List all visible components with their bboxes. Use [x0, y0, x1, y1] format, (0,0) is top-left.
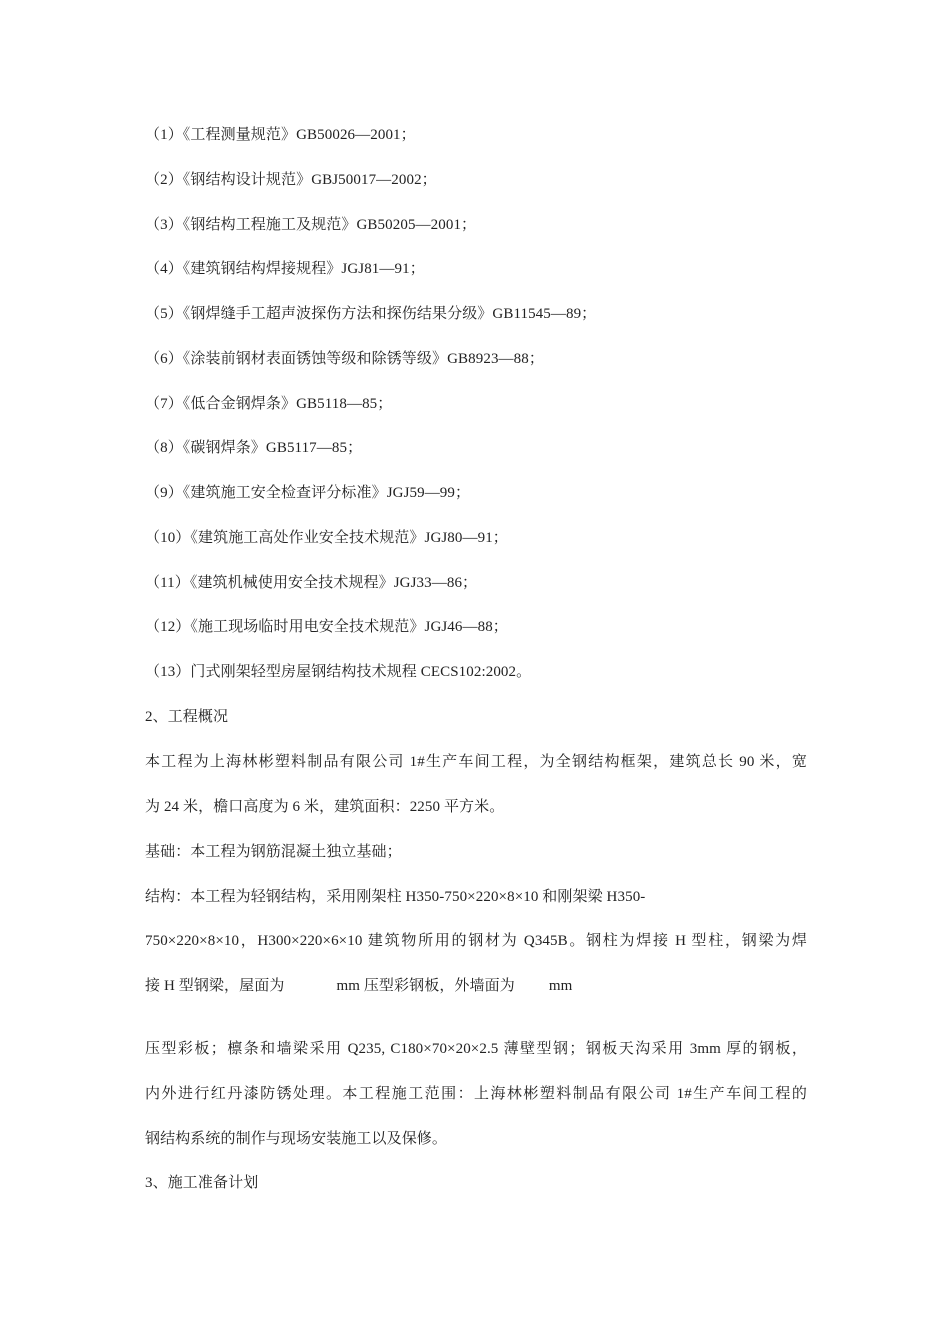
foundation-text: 基础：本工程为钢筋混凝土独立基础； — [145, 844, 402, 860]
overview-paragraph-line-2: 为 24 米，檐口高度为 6 米，建筑面积：2250 平方米。 — [145, 799, 505, 815]
structure-paragraph-line-6: 钢结构系统的制作与现场安装施工以及保修。 — [145, 1131, 448, 1147]
structure-paragraph-line-3 — [145, 976, 572, 996]
standard-item-8: （8）《碳钢焊条》GB5117—85； — [145, 440, 363, 456]
standard-item-11: （11）《建筑机械使用安全技术规程》JGJ33—86； — [145, 575, 478, 591]
structure-paragraph-line-5: 内外进行红丹漆防锈处理。本工程施工范围：上海林彬塑料制品有限公司 1#生产车间工程的 — [145, 1086, 807, 1102]
standard-item-3: （3）《钢结构工程施工及规范》GB50205—2001； — [145, 217, 477, 233]
section-heading-overview: 2、工程概况 — [145, 709, 229, 725]
standard-item-9: （9）《建筑施工安全检查评分标准》JGJ59—99； — [145, 485, 471, 501]
structure-paragraph-line-1: 结构：本工程为轻钢结构，采用刚架柱 H350-750×220×8×10 和刚架梁 H350- — [145, 889, 646, 905]
standard-item-4: （4）《建筑钢结构焊接规程》JGJ81—91； — [145, 261, 425, 277]
structure-line-3-part-2: mm 压型彩钢板，外墙面为 — [336, 978, 515, 994]
structure-line-3-part-3: mm — [548, 978, 573, 994]
structure-paragraph-line-4: 压型彩板；檩条和墙梁采用 Q235, C180×70×20×2.5 薄壁型钢；钢板天沟采用 3mm 厚的钢板， — [145, 1041, 807, 1057]
overview-paragraph-line-1: 本工程为上海林彬塑料制品有限公司 1#生产车间工程，为全钢结构框架，建筑总长 90 米，宽 — [145, 754, 807, 770]
standard-item-2: （2）《钢结构设计规范》GBJ50017—2002； — [145, 172, 437, 188]
standard-item-10: （10）《建筑施工高处作业安全技术规范》JGJ80—91； — [145, 530, 508, 546]
standard-item-13: （13）门式刚架轻型房屋钢结构技术规程 CECS102:2002。 — [145, 664, 532, 680]
standard-item-12: （12）《施工现场临时用电安全技术规范》JGJ46—88； — [145, 619, 508, 635]
section-heading-preparation: 3、施工准备计划 — [145, 1175, 259, 1191]
standard-item-6: （6）《涂装前钢材表面锈蚀等级和除锈等级》GB8923—88； — [145, 351, 544, 367]
structure-line-3-part-1: 接 H 型钢梁，屋面为 — [145, 978, 285, 994]
standard-item-1: （1）《工程测量规范》GB50026—2001； — [145, 127, 416, 143]
standard-item-5: （5）《钢焊缝手工超声波探伤方法和探伤结果分级》GB11545—89； — [145, 306, 597, 322]
structure-paragraph-line-2: 750×220×8×10，H300×220×6×10 建筑物所用的钢材为 Q345B。钢柱为焊接 H 型柱，钢梁为焊 — [145, 933, 807, 949]
standard-item-7: （7）《低合金钢焊条》GB5118—85； — [145, 396, 393, 412]
